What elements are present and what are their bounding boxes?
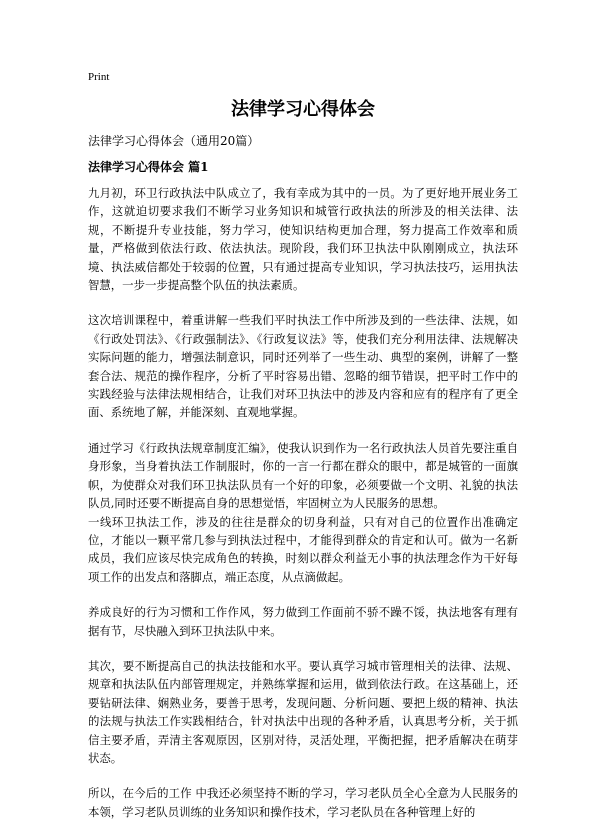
paragraph: 九月初，环卫行政执法中队成立了，我有幸成为其中的一员。为了更好地开展业务工作，这就迫切要求我们不断学习业务知识和城管行政执法的所涉及的相关法律、法规，不断提升专业技能，努力学习，使知识结构更加合理，努力提高工作效率和质量，严格做到依法行政、依法执法。现阶段，我们环卫执法中队刚刚成立，执法环境、执法威信都处于较弱的位置，只有通过提高专业知识，学习执法技巧，运用执法智慧，一步一步提高整个队伍的执法素质。 bbox=[88, 186, 518, 293]
document-title: 法律学习心得体会 bbox=[231, 99, 375, 120]
paragraph: 一线环卫执法工作，涉及的往往是群众的切身利益，只有对自己的位置作出准确定位，才能以一颗平常几参与到执法过程中，才能得到群众的肯定和认可。做为一名新成员，我们应该尽快完成角色的转换，时刻以群众利益无小事的执法理念作为干好每项工作的出发点和落脚点，端正态度，从点滴做起。 bbox=[88, 514, 518, 584]
document-subtitle: 法律学习心得体会（通用20篇） bbox=[88, 134, 260, 148]
paragraph: 通过学习《行政执法规章制度汇编》，使我认识到作为一名行政执法人员首先要注重自身形象，当身着执法工作制服时，你的一言一行都在群众的眼中，都是城管的一面旗帜，为使群众对我们环卫执法队员有一个好的印象，必须要做一个文明、礼貌的执法队员,同时还要不断提高自身的思想觉悟，牢固树立为人民服务的思想。 bbox=[88, 440, 518, 511]
paragraph: 所以，在今后的工作 中我还必须坚持不断的学习，学习老队员全心全意为人民服务的本领，学习老队员训练的业务知识和操作技术，学习老队员在各种管理上好的 bbox=[88, 786, 518, 819]
paragraph: 其次，要不断提高自己的执法技能和水平。要认真学习城市管理相关的法律、法规、规章和执法队伍内部管理规定，并熟练掌握和运用，做到依法行政。在这基础上，还要钻研法律、娴熟业务，要善于思考，发现问题、分析问题、要把上级的精神、执法的法规与执法工作实践相结合，针对执法中出现的各种矛盾，认真思考分析，关于抓信主要矛盾，弄清主客观原因，区别对待，灵活处理，平衡把握，把矛盾解决在萌芽状态。 bbox=[88, 658, 518, 765]
section-heading: 法律学习心得体会 篇1 bbox=[88, 160, 209, 174]
paragraph: 这次培训课程中，着重讲解一些我们平时执法工作中所涉及到的一些法律、法规，如《行政处罚法》、《行政强制法》、《行政复议法》等，使我们充分利用法律、法规解决实际问题的能力，增强法制意识，同时还列举了一些生动、典型的案例，讲解了一整套合法、规范的操作程序，分析了平时容易出错、忽略的细节错误，把平时工作中的实践经验与法律法规相结合，让我们对环卫执法中的涉及内容和应有的程序有了更全面、系统地了解，并能深刻、直观地掌握。 bbox=[88, 313, 518, 420]
document-body bbox=[88, 184, 518, 821]
paragraph: 养成良好的行为习惯和工作作风，努力做到工作面前不骄不躁不馁，执法地客有理有据有节，尽快融入到环卫执法队中来。 bbox=[88, 605, 518, 638]
print-label: Print bbox=[88, 71, 110, 83]
